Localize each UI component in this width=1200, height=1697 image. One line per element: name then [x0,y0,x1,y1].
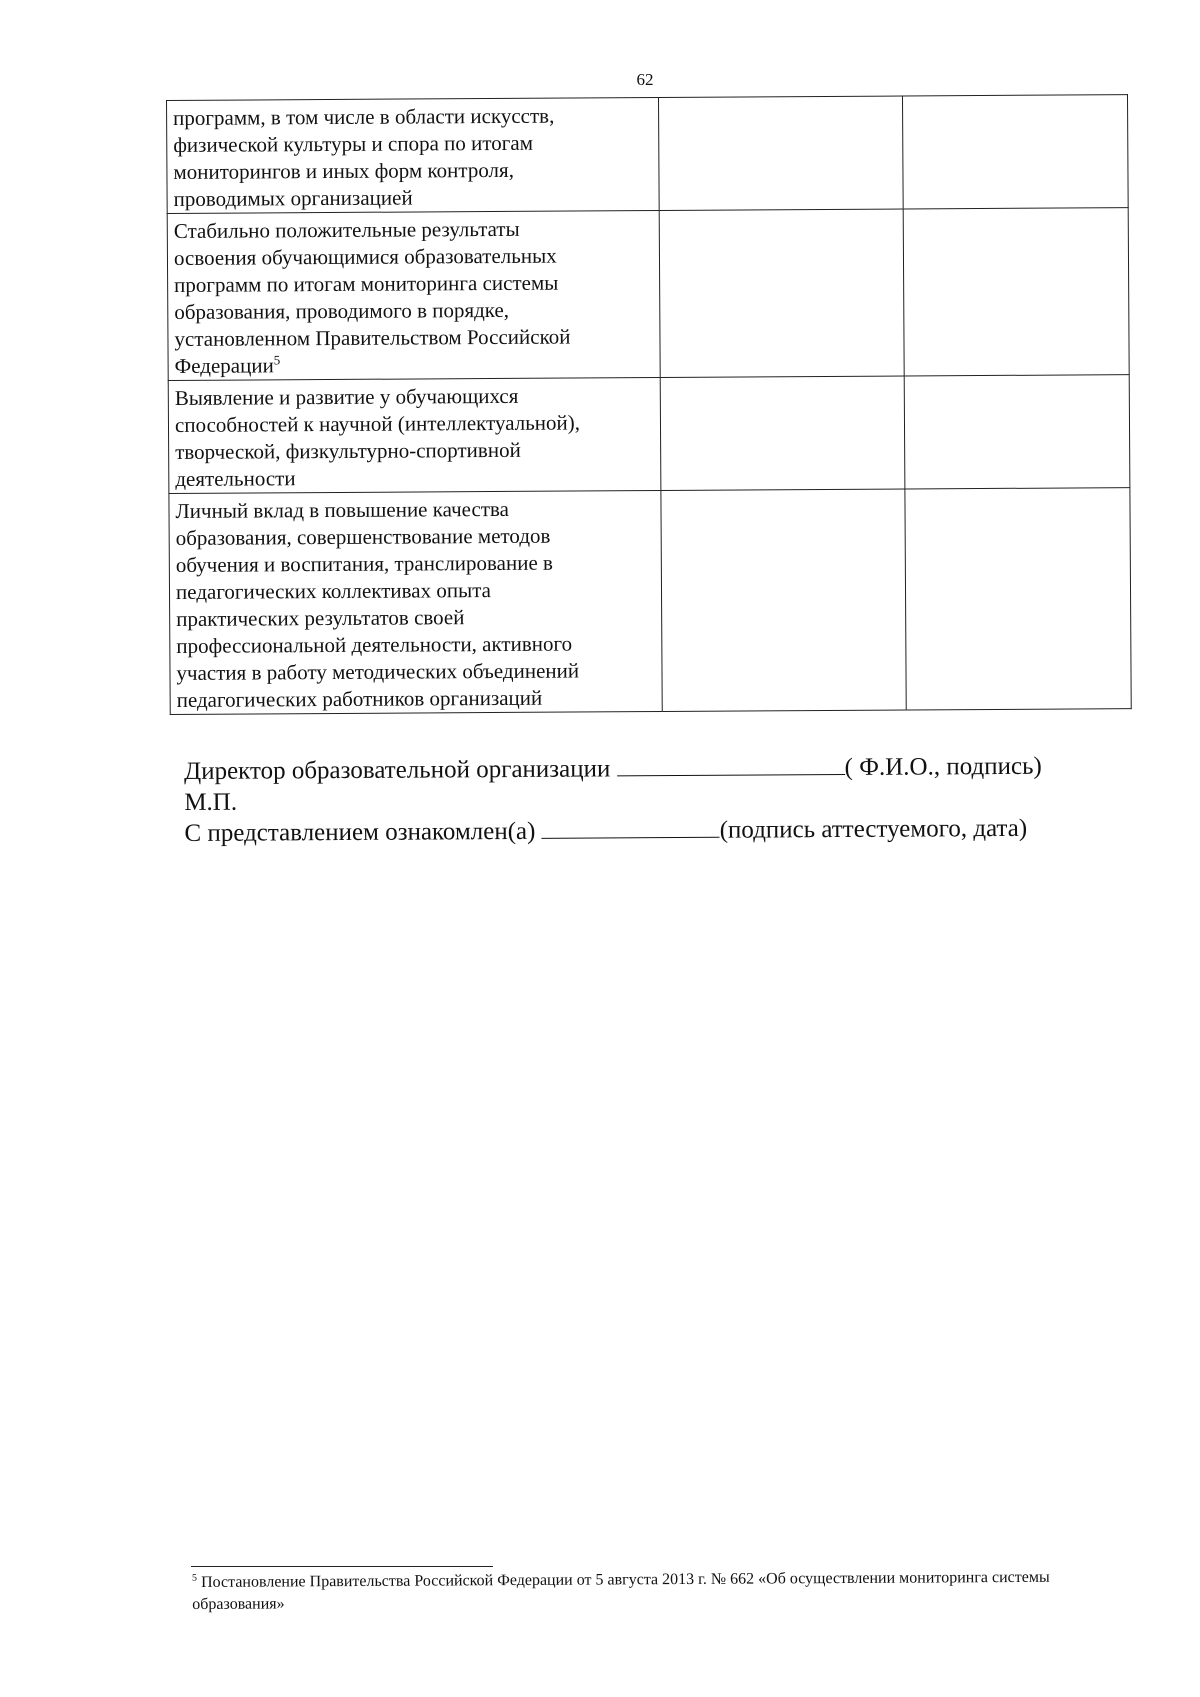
score-cell [661,489,906,711]
criterion-cell [169,490,662,714]
director-hint: ( Ф.И.О., подпись) [844,752,1042,781]
score-cell [659,209,904,377]
director-line [184,750,1144,787]
table-row [167,95,1129,214]
note-cell [905,488,1131,710]
score-cell [660,376,905,490]
footnote [192,1566,1132,1616]
page-number: 62 [636,70,654,89]
criterion-text: Выявление и развитие у обучающихся способностей к научной (интеллектуальной), творческой, физкультурно-спортивной деятельности [174,383,581,491]
footnote-marker: 5 [192,1572,198,1584]
criterion-cell [167,97,660,213]
score-cell [659,96,904,210]
criterion-text: Личный вклад в повышение качества образования, совершенствование методов обучения и воспитания, транслирование в педагогических коллективах опыта практических результатов своей профессиональной деятельности, активного участия в работу методических объединений педагогических работников организаций [175,496,580,712]
footnote-text: Постановление Правительства Российской Федерации от 5 августа 2013 г. № 662 «Об осуществлении мониторинга системы образования» [192,1568,1050,1613]
criterion-cell [167,210,660,380]
criterion-text: программ, в том числе в области искусств, физической культуры и спора по итогам мониторингов и иных форм контроля, проводимых организацией [173,103,555,211]
table-row [169,488,1131,715]
footnote-ref: 5 [273,352,281,368]
director-signature-blank [617,752,845,776]
note-cell [903,95,1128,209]
footnote-divider [191,1566,493,1567]
acquainted-line [184,812,1144,849]
table-row [167,208,1129,381]
director-label: Директор образовательной организации [184,755,611,785]
stamp-line: М.П. [184,788,238,816]
acquainted-signature-blank [542,815,720,839]
criteria-table [166,94,1132,715]
acquainted-hint: (подпись аттестуемого, дата) [719,814,1028,844]
acquainted-label: С представлением ознакомлен(а) [184,817,536,847]
criterion-text: Стабильно положительные результаты освоения обучающимися образовательных программ по итогам мониторинга системы образования, проводимого в порядке, установленном Правительством Российской Федерации$^5$ [173,216,571,378]
criterion-cell [168,377,661,493]
note-cell [904,375,1129,489]
table-row [168,375,1130,494]
signature-block [184,750,1145,849]
note-cell [903,208,1129,376]
